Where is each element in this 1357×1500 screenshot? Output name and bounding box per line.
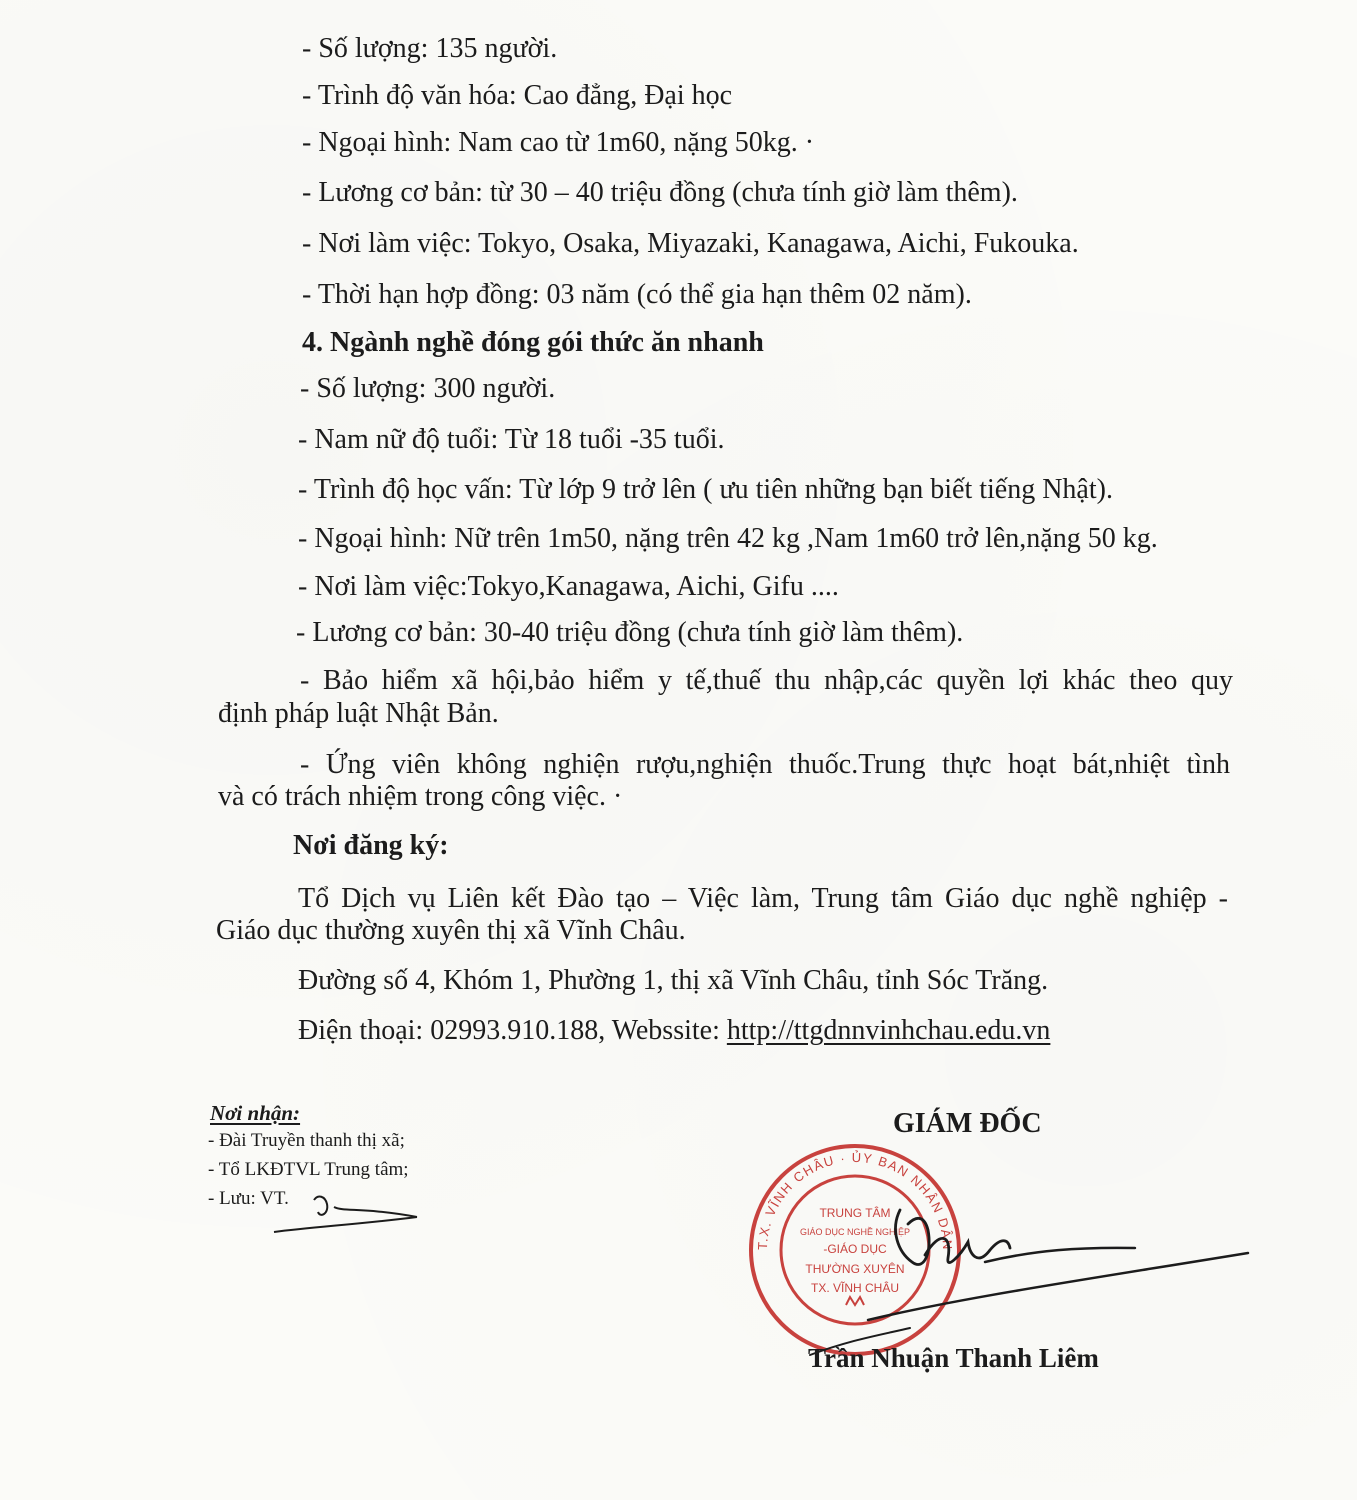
s4-appearance: - Ngoại hình: Nữ trên 1m50, nặng trên 42 kg ,Nam 1m60 trở lên,nặng 50 kg.: [298, 523, 1158, 554]
s3-salary: - Lương cơ bản: từ 30 – 40 triệu đồng (chưa tính giờ làm thêm).: [302, 177, 1018, 208]
s4-salary: - Lương cơ bản: 30-40 triệu đồng (chưa tính giờ làm thêm).: [296, 617, 964, 648]
receivers-title: Nơi nhận:: [210, 1101, 301, 1125]
s3-location: - Nơi làm việc: Tokyo, Osaka, Miyazaki, Kanagawa, Aichi, Fukouka.: [302, 228, 1079, 259]
receiver-item: - Tổ LKĐTVL Trung tâm;: [208, 1159, 409, 1180]
s3-quantity: - Số lượng: 135 người.: [302, 33, 558, 64]
s3-education: - Trình độ văn hóa: Cao đẳng, Đại học: [302, 80, 733, 111]
s4-quantity: - Số lượng: 300 người.: [300, 373, 556, 404]
s4-age: - Nam nữ độ tuổi: Từ 18 tuổi -35 tuổi.: [298, 424, 725, 455]
s3-contract: - Thời hạn hợp đồng: 03 năm (có thể gia hạn thêm 02 năm).: [302, 279, 972, 310]
s4-candidate-line1: - Ứng viên không nghiện rượu,nghiện thuốc.Trung thực hoạt bát,nhiệt tình: [300, 749, 1230, 780]
director-name: Trần Nhuận Thanh Liêm: [808, 1343, 1099, 1373]
s4-insurance-line2: định pháp luật Nhật Bản.: [218, 698, 499, 729]
stamp-ring-text: T.X. VĨNH CHÂU · ỦY BAN NHÂN DÂN: [754, 1149, 956, 1252]
stamp-line3: -GIÁO DỤC: [823, 1242, 887, 1256]
s4-education: - Trình độ học vấn: Từ lớp 9 trở lên ( ưu tiên những bạn biết tiếng Nhật).: [298, 474, 1113, 505]
s4-location: - Nơi làm việc:Tokyo,Kanagawa, Aichi, Gifu ....: [298, 571, 839, 602]
website-link[interactable]: http://ttgdnnvinhchau.edu.vn: [726, 1015, 1051, 1046]
stamp-line5: TX. VĨNH CHÂU: [810, 1281, 900, 1295]
registration-heading: Nơi đăng ký:: [293, 830, 449, 861]
stamp-line1: TRUNG TÂM: [819, 1206, 891, 1220]
director-title: GIÁM ĐỐC: [893, 1108, 1042, 1139]
s4-insurance-line1: - Bảo hiểm xã hội,bảo hiểm y tế,thuế thu nhập,các quyền lợi khác theo quy: [300, 665, 1233, 696]
registration-org-line1: Tổ Dịch vụ Liên kết Đào tạo – Việc làm, Trung tâm Giáo dục nghề nghiệp -: [298, 883, 1228, 914]
receiver-item: - Lưu: VT.: [208, 1188, 289, 1209]
stamp-line4: THƯỜNG XUYÊN: [805, 1262, 905, 1276]
initials-mark: [272, 1192, 422, 1237]
s3-appearance: - Ngoại hình: Nam cao từ 1m60, nặng 50kg. ·: [302, 127, 815, 158]
director-signature: [780, 1190, 1250, 1360]
stamp-line2: GIÁO DỤC NGHỀ NGHIỆP: [799, 1227, 911, 1237]
registration-address: Đường số 4, Khóm 1, Phường 1, thị xã Vĩnh Châu, tỉnh Sóc Trăng.: [298, 965, 1049, 996]
phone-text: Điện thoại: 02993.910.188, Webssite:: [298, 1015, 727, 1046]
registration-org-line2: Giáo dục thường xuyên thị xã Vĩnh Châu.: [216, 915, 686, 946]
receiver-item: - Đài Truyền thanh thị xã;: [208, 1130, 405, 1151]
s4-candidate-line2: và có trách nhiệm trong công việc. ·: [218, 781, 623, 812]
s4-heading: 4. Ngành nghề đóng gói thức ăn nhanh: [302, 327, 764, 358]
registration-contact: [298, 1014, 1050, 1048]
